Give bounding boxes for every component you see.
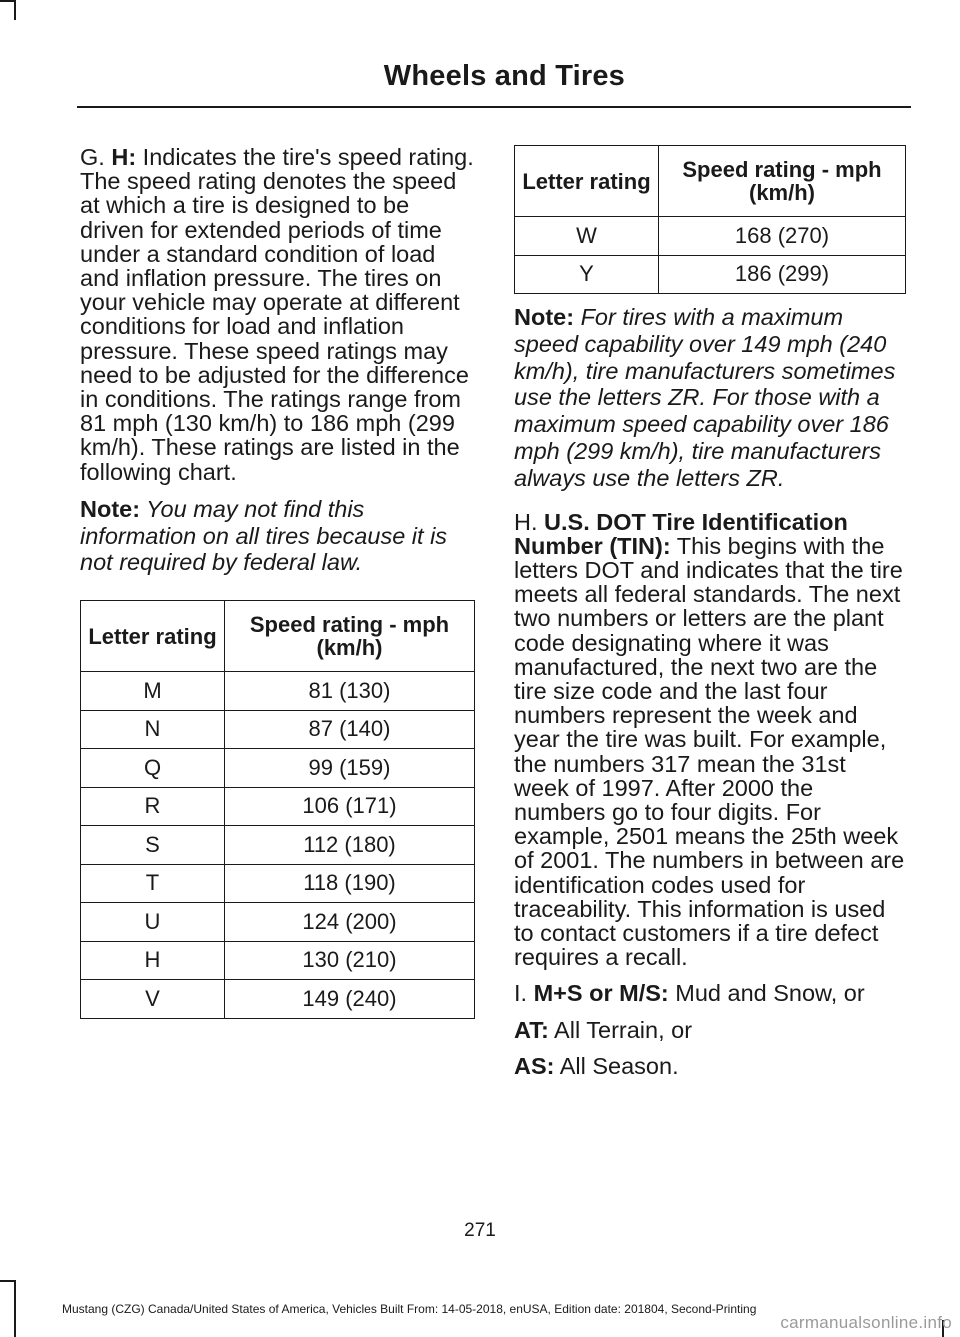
item-h-term: U.S. DOT Tire Identification Number (TIN): (514, 508, 848, 559)
table-row (81, 710, 475, 749)
letter-cell: S (81, 826, 225, 865)
speed-cell: 87 (140) (225, 710, 475, 749)
watermark: carmanualsonline.info (780, 1313, 952, 1332)
table-row (81, 864, 475, 903)
letter-cell: M (81, 672, 225, 711)
crop-mark-bottom-left (14, 1280, 16, 1337)
note-text: You may not find this information on all tires because it is not required by federal law. (80, 495, 448, 576)
table-row (515, 255, 906, 294)
column-header-letter: Letter rating (515, 146, 659, 217)
item-i-prefix: I. (514, 980, 534, 1007)
speed-cell: 186 (299) (659, 255, 906, 294)
letter-cell: N (81, 710, 225, 749)
crop-mark-top-left-vertical (14, 0, 16, 20)
at-term: AT: (514, 1016, 549, 1043)
column-header-letter: Letter rating (81, 601, 225, 672)
edition-footer: Mustang (CZG) Canada/United States of America, Vehicles Built From: 14-05-2018, enUSA, Edition date: 201804, Second-Printing (62, 1302, 757, 1316)
speed-cell: 112 (180) (225, 826, 475, 865)
at-paragraph (514, 1018, 906, 1042)
table-row (81, 672, 475, 711)
as-paragraph (514, 1054, 906, 1078)
letter-cell: Y (515, 255, 659, 294)
table-header-row (515, 146, 906, 217)
speed-cell: 81 (130) (225, 672, 475, 711)
as-text: All Season. (554, 1052, 679, 1079)
speed-cell: 99 (159) (225, 749, 475, 788)
item-i-text: Mud and Snow, or (668, 980, 865, 1007)
speed-cell: 118 (190) (225, 864, 475, 903)
note-label: Note: (80, 495, 141, 522)
at-text: All Terrain, or (548, 1016, 693, 1043)
letter-cell: W (515, 217, 659, 256)
crop-mark-top-left (0, 0, 14, 2)
item-h-prefix: H. (514, 508, 545, 535)
table-row (515, 217, 906, 256)
speed-cell: 149 (240) (225, 980, 475, 1019)
header-divider (77, 106, 911, 108)
item-g-text: Indicates the tire's speed rating. The speed rating denotes the speed at which a tire is designed to be driven for extended periods of time under a standard condition of load and inflation pressure. The tires on your vehicle may operate at different conditions for load and inflation pressure. These speed ratings may need to be adjusted for the difference in conditions. The ratings range from 81 mph (130 km/h) to 186 mph (299 km/h). These ratings are listed in the following chart. (80, 144, 474, 485)
speed-cell: 124 (200) (225, 903, 475, 942)
table-row (81, 941, 475, 980)
crop-mark-bottom-left-horizontal (0, 1280, 14, 1282)
left-column (80, 145, 475, 1019)
item-h-text: This begins with the letters DOT and indicates that the tire meets all federal standards. The next two numbers or letters are the plant code designating where it was manufactured, the next two are the tire size code and the last four numbers represent the week and year the tire was built. For example, the numbers 317 mean the 31st week of 1997. After 2000 the numbers go to four digits. For example, 2501 means the 25th week of 2001. The numbers in between are identification codes used for traceability. This information is used to contact customers if a tire defect requires a recall. (514, 532, 905, 971)
item-g-prefix: G. (80, 144, 112, 170)
letter-cell: U (81, 903, 225, 942)
item-g-term: H: (111, 144, 137, 170)
letter-cell: Q (81, 749, 225, 788)
speed-cell: 130 (210) (225, 941, 475, 980)
column-header-speed: Speed rating - mph (km/h) (225, 601, 475, 672)
ms-paragraph (514, 981, 906, 1005)
table-row (81, 826, 475, 865)
speed-cell: 168 (270) (659, 217, 906, 256)
page-title: Wheels and Tires (383, 60, 625, 92)
page-number: 271 (464, 1220, 496, 1241)
note-text: For tires with a maximum speed capability over 149 mph (240 km/h), tire manufacturers sometimes use the letters ZR. For those with a maximum speed capability over 186 mph (299 km/h), tire manufacturers always use the letters ZR. (514, 304, 896, 491)
note-federal-law (80, 496, 475, 576)
letter-cell: R (81, 787, 225, 826)
letter-cell: V (81, 980, 225, 1019)
table-row (81, 787, 475, 826)
table-row (81, 749, 475, 788)
letter-cell: H (81, 941, 225, 980)
speed-cell: 106 (171) (225, 787, 475, 826)
item-i-term: M+S or M/S: (533, 980, 669, 1007)
speed-rating-table (80, 600, 475, 1019)
table-row (81, 980, 475, 1019)
as-term: AS: (514, 1052, 555, 1079)
table-row (81, 903, 475, 942)
table-header-row (81, 601, 475, 672)
note-zr-letters (514, 304, 906, 492)
column-header-speed: Speed rating - mph (km/h) (659, 146, 906, 217)
note-label: Note: (514, 304, 575, 330)
right-column (514, 145, 906, 1090)
speed-rating-paragraph (80, 145, 475, 484)
tin-paragraph (514, 510, 906, 970)
speed-rating-table-continued (514, 145, 906, 294)
letter-cell: T (81, 864, 225, 903)
